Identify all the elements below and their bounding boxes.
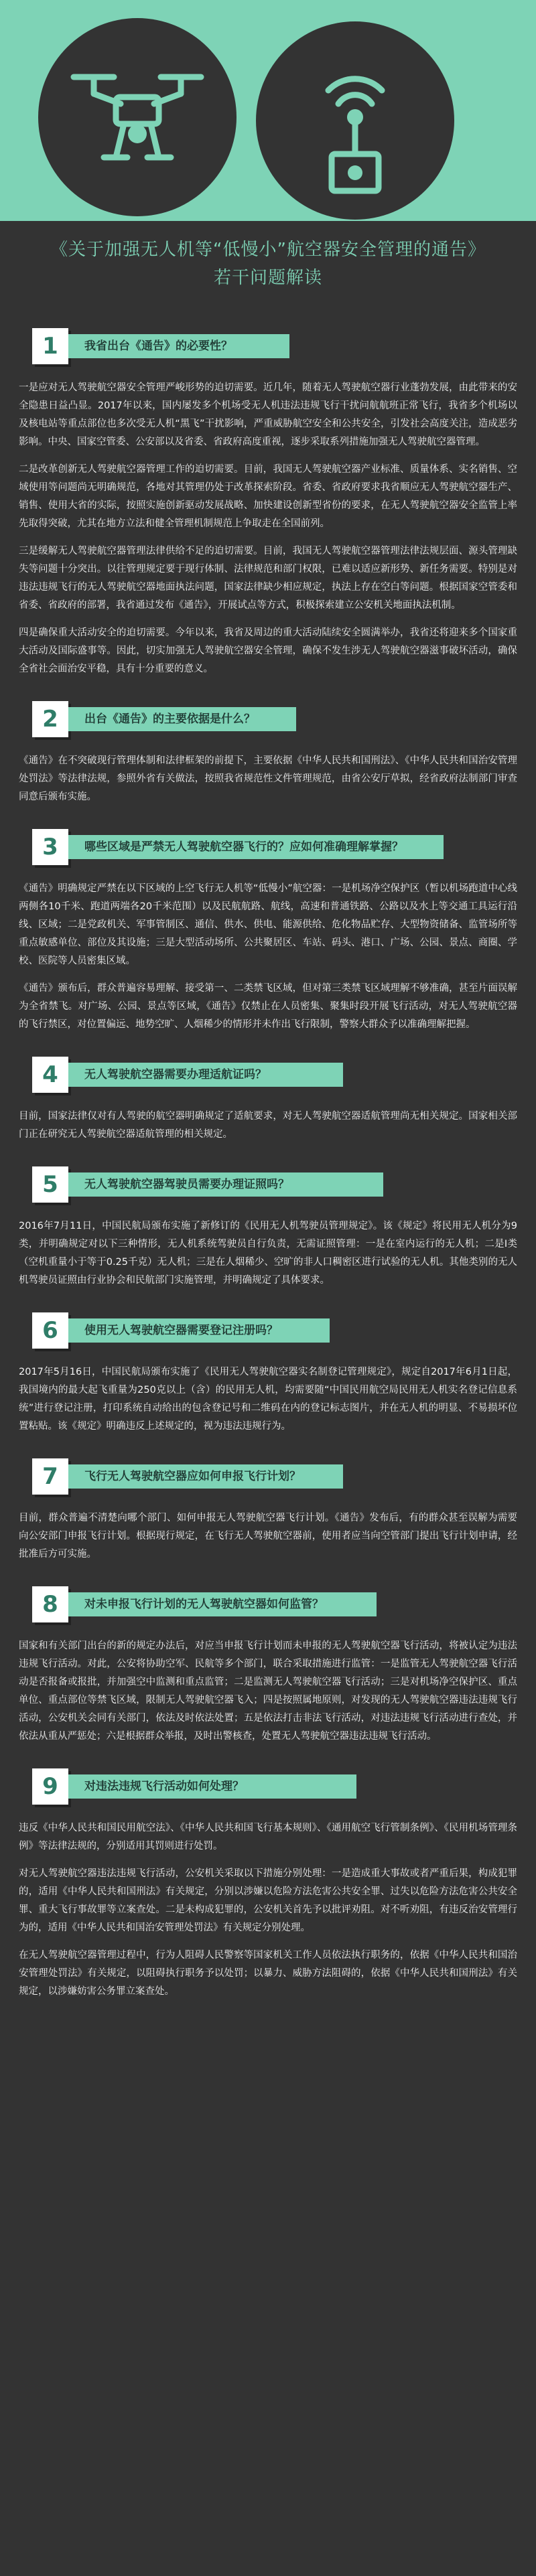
drone-icon xyxy=(37,17,238,218)
paragraph: 目前，国家法律仅对有人驾驶的航空器明确规定了适航要求，对无人驾驶航空器适航管理尚无相关规定。国家相关部门正在研究无人驾驶航空器适航管理的相关规定。 xyxy=(19,1111,517,1140)
section-number: 6 xyxy=(32,1312,68,1349)
page-title xyxy=(0,236,536,292)
section-number: 1 xyxy=(32,328,68,364)
section-header xyxy=(32,1768,517,1805)
signal-tower-icon xyxy=(255,20,456,221)
paragraph: 2016年7月11日，中国民航局颁布实施了新修订的《民用无人机驾驶员管理规定》。该《规定》将民用无人机分为9类，并明确规定对以下三种情形，无人机系统驾驶员自行负责，无需证照管理：一是在室内运行的无人机；二是I类（空机重量小于等于0.25千克）无人机；三是在人烟稀少、空旷的非人口稠密区进行试验的无人机。其他类别的无人机驾驶员证照由行业协会和民航部门实施管理，并明确规定了具体要求。 xyxy=(19,1221,517,1286)
section-title: 对未申报飞行计划的无人驾驶航空器如何监管？ xyxy=(68,1592,377,1616)
hero-banner xyxy=(0,0,536,288)
paragraph: 在无人驾驶航空器管理过程中，行为人阻碍人民警察等国家机关工作人员依法执行职务的，依据《中华人民共和国治安管理处罚法》有关规定，以阻碍执行职务予以处罚；以暴力、威胁方法阻碍的，依据《中华人民共和国刑法》有关规定，以涉嫌妨害公务罪立案查处。 xyxy=(19,1950,517,1997)
paragraph: 《通告》在不突破现行管理体制和法律框架的前提下，主要依据《中华人民共和国刑法》、《中华人民共和国治安管理处罚法》等法律法规，参照外省有关做法，按照我省规范性文件管理规范，由省公安厅草拟，经省政府法制部门审查同意后颁布实施。 xyxy=(19,755,517,802)
paragraph: 对无人驾驶航空器违法违规飞行活动，公安机关采取以下措施分别处理：一是造成重大事故或者严重后果，构成犯罪的，适用《中华人民共和国刑法》有关规定，分别以涉嫌以危险方法危害公共安全罪、过失以危险方法危害公共安全罪、重大飞行事故罪等立案查处。二是未构成犯罪的，公安机关首先予以批评劝阻。对不听劝阻，有违反治安管理行为的，适用《中华人民共和国治安管理处罚法》有关规定分别处理。 xyxy=(19,1868,517,1933)
section-5 xyxy=(19,1166,517,1290)
section-1 xyxy=(19,328,517,678)
section-title: 对违法违规飞行活动如何处理？ xyxy=(68,1774,356,1799)
section-number: 3 xyxy=(32,829,68,865)
paragraph: 目前，群众普遍不清楚向哪个部门、如何申报无人驾驶航空器飞行计划。《通告》发布后，有的群众甚至误解为需要向公安部门申报飞行计划。根据现行规定，在飞行无人驾驶航空器前，使用者应当向空管部门提出飞行计划申请，经批准后方可实施。 xyxy=(19,1513,517,1560)
section-title: 飞行无人驾驶航空器应如何申报飞行计划？ xyxy=(68,1464,343,1489)
section-9 xyxy=(19,1768,517,2001)
paragraph: 一是应对无人驾驶航空器安全管理严峻形势的迫切需要。近几年，随着无人驾驶航空器行业蓬勃发展，由此带来的安全隐患日益凸显。2017年以来，国内屡发多个机场受无人机违法违规飞行干扰问航航班正常飞行，我省多个机场以及核电站等重点部位也多次受无人机“黑飞”干扰影响，严重威胁航空安全和公共安全，引发社会高度关注，造成恶劣影响。中央、国家空管委、公安部以及省委、省政府高度重视，逐步采取系列措施加强无人驾驶航空器管理。 xyxy=(19,382,517,447)
section-number: 4 xyxy=(32,1057,68,1093)
section-6 xyxy=(19,1312,517,1436)
section-title: 出台《通告》的主要依据是什么？ xyxy=(68,707,296,731)
paragraph: 《通告》明确规定严禁在以下区域的上空飞行无人机等“低慢小”航空器：一是机场净空保护区（暂以机场跑道中心线两侧各10千米、跑道两端各20千米范围）以及民航航路、航线，高速和普通铁路、公路以及水上等交通工具运行沿线、区域；二是党政机关、军事管制区、通信、供水、供电、能源供给、危化物品贮存、大型物资储备、监管场所等重点敏感单位、部位及其设施；三是大型活动场所、公共聚居区、车站、码头、港口、广场、公园、景点、商圈、学校、医院等人员密集区域。 xyxy=(19,883,517,966)
section-3 xyxy=(19,829,517,1034)
section-header xyxy=(32,1586,517,1622)
title-line-1: 《关于加强无人机等“低慢小”航空器安全管理的通告》 xyxy=(50,240,486,260)
section-4 xyxy=(19,1057,517,1144)
section-header xyxy=(32,1166,517,1203)
section-header xyxy=(32,1312,517,1349)
section-number: 8 xyxy=(32,1586,68,1622)
paragraph: 国家和有关部门出台的新的规定办法后，对应当申报飞行计划而未申报的无人驾驶航空器飞行活动，将被认定为违法违规飞行活动。对此，公安将协助空军、民航等多个部门，联合采取措施进行监管：一是监管无人驾驶航空器飞行活动是否报备或报批，并加强空中监测和重点监管；二是监测无人驾驶航空器飞行活动；三是对机场净空保护区、重点单位、重点部位等禁飞区域，限制无人驾驶航空器飞入；四是按照属地原则，对发现的无人驾驶航空器违法违规飞行活动，公安机关会同有关部门，依法及时依法处置；五是依法打击非法飞行活动，对违法违规飞行活动进行查处，并依法从重从严惩处；六是根据群众举报，及时出警核查，处置无人驾驶航空器违法违规飞行活动。 xyxy=(19,1641,517,1742)
section-title: 哪些区域是严禁无人驾驶航空器飞行的？应如何准确理解掌握？ xyxy=(68,835,444,859)
section-number: 7 xyxy=(32,1458,68,1495)
section-number: 5 xyxy=(32,1166,68,1203)
content-area xyxy=(0,268,536,2001)
section-7 xyxy=(19,1458,517,1564)
paragraph: 违反《中华人民共和国民用航空法》、《中华人民共和国飞行基本规则》、《通用航空飞行管制条例》、《民用机场管理条例》等法律法规的，分别适用其罚则进行处罚。 xyxy=(19,1823,517,1851)
paragraph: 四是确保重大活动安全的迫切需要。今年以来，我省及周边的重大活动陆续安全圆满举办，我省还将迎来多个国家重大活动及国际盛事等。因此，切实加强无人驾驶航空器安全管理，确保不发生涉无人驾驶航空器滋事破坏活动，确保全省社会面治安平稳，具有十分重要的意义。 xyxy=(19,627,517,674)
section-number: 9 xyxy=(32,1768,68,1805)
section-8 xyxy=(19,1586,517,1746)
paragraph: 《通告》颁布后，群众普遍容易理解、接受第一、二类禁飞区域，但对第三类禁飞区域理解不够准确，甚至片面误解为全省禁飞。对广场、公园、景点等区域，《通告》仅禁止在人员密集、聚集时段开展飞行活动，对无人驾驶航空器的飞行禁区，对位置偏远、地势空旷、人烟稀少的情形并未作出飞行限制，警察大群众予以准确理解把握。 xyxy=(19,983,517,1030)
paragraph: 二是改革创新无人驾驶航空器管理工作的迫切需要。目前，我国无人驾驶航空器产业标准、质量体系、实名销售、空域使用等问题尚无明确规范，各地对其管理仍处于改革探索阶段。省委、省政府要求我省顺应无人驾驶航空器生产、销售、使用大省的实际，按照实施创新驱动发展战略、加快建设创新型省份的要求，在无人驾驶航空器安全监管上率先取得突破，尤其在地方立法和健全管理机制规范上争取走在全国前列。 xyxy=(19,464,517,529)
section-title: 我省出台《通告》的必要性？ xyxy=(68,334,289,358)
section-header xyxy=(32,701,517,737)
section-title: 无人驾驶航空器驾驶员需要办理证照吗？ xyxy=(68,1172,383,1197)
section-number: 2 xyxy=(32,701,68,737)
section-title: 无人驾驶航空器需要办理适航证吗？ xyxy=(68,1063,343,1087)
section-header xyxy=(32,328,517,364)
paragraph: 三是缓解无人驾驶航空器管理法律供给不足的迫切需要。目前，我国无人驾驶航空器管理法律法规层面、源头管理缺失等问题十分突出。以往管理规定要于现行体制、法律规范和部门权限，已难以适应新形势、新任务需要。特别是对违法违规飞行的无人驾驶航空器地面执法问题，国家法律缺少相应规定，执法上存在空白等问题。根据国家空管委和省委、省政府的部署，我省通过发布《通告》，开展试点等方式，积极探索建立公安机关地面执法机制。 xyxy=(19,546,517,611)
section-title: 使用无人驾驶航空器需要登记注册吗？ xyxy=(68,1318,330,1343)
section-2 xyxy=(19,701,517,806)
section-header xyxy=(32,829,517,865)
paragraph: 2017年5月16日，中国民航局颁布实施了《民用无人驾驶航空器实名制登记管理规定》，规定自2017年6月1日起，我国境内的最大起飞重量为250克以上（含）的民用无人机，均需要随“中国民用航空局民用无人机实名登记信息系统”进行登记注册，打印系统自动给出的包含登记号和二维码在内的登记标志图片，并在无人机的明显、不易损坏位置粘贴。该《规定》明确违反上述规定的，视为违法违规行为。 xyxy=(19,1367,517,1432)
section-header xyxy=(32,1057,517,1093)
section-header xyxy=(32,1458,517,1495)
title-line-2: 若干问题解读 xyxy=(213,268,322,288)
